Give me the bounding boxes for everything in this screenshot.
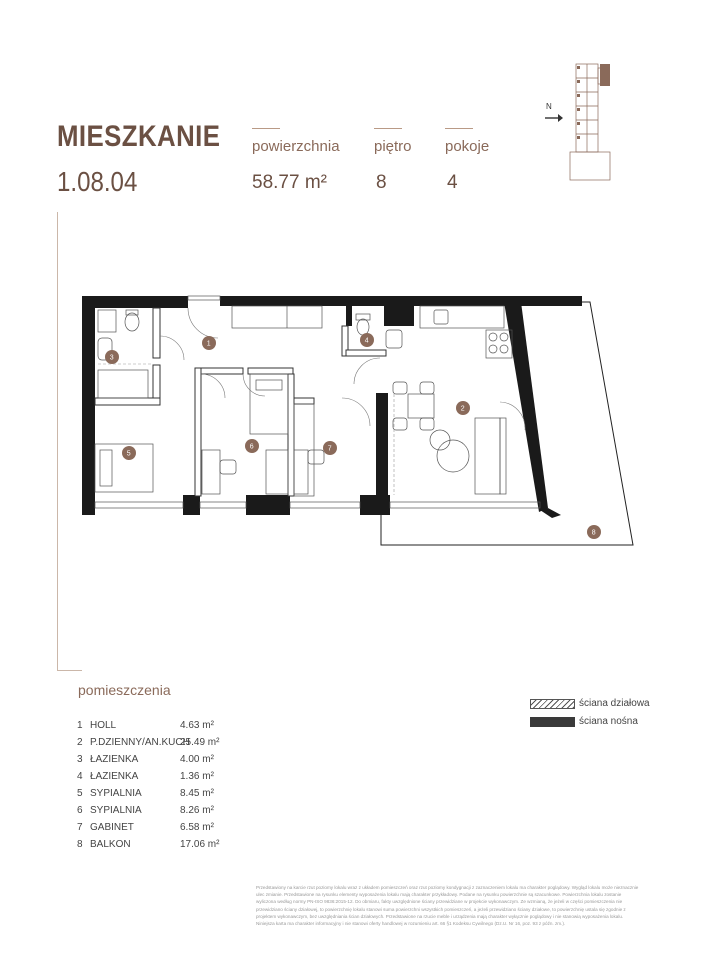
stat-divider xyxy=(374,128,402,129)
plan-tag-7: 7 xyxy=(327,445,332,453)
legend-partition-swatch xyxy=(530,699,575,709)
stat-rooms-label: pokoje xyxy=(445,138,490,155)
floor-plan xyxy=(80,290,640,555)
stat-floor-value: 8 xyxy=(376,172,387,193)
plan-tag-4: 4 xyxy=(364,337,369,345)
north-arrow-icon xyxy=(545,114,563,122)
plan-tag-8: 8 xyxy=(591,529,596,537)
compass-north-label: N xyxy=(546,102,552,111)
stat-divider xyxy=(252,128,280,129)
plan-tag-3: 3 xyxy=(109,354,114,362)
decorative-vertical-line xyxy=(57,212,58,670)
plan-tag-1: 1 xyxy=(206,340,211,348)
stat-floor-label: piętro xyxy=(374,138,412,155)
plan-tag-5: 5 xyxy=(126,450,131,458)
legend-bearing-swatch xyxy=(530,717,575,727)
highlighted-unit xyxy=(600,64,610,86)
rooms-heading: pomieszczenia xyxy=(78,682,171,698)
building-key-plan xyxy=(540,58,620,186)
plan-tag-6: 6 xyxy=(249,443,254,451)
apartment-number: 1.08.04 xyxy=(57,166,138,197)
apartment-title: MIESZKANIE xyxy=(57,120,221,153)
legend-bearing-label: ściana nośna xyxy=(579,716,638,727)
plan-tag-2: 2 xyxy=(460,405,465,413)
stat-divider xyxy=(445,128,473,129)
legend-partition-label: ściana działowa xyxy=(579,698,650,709)
decorative-horizontal-line xyxy=(57,670,82,671)
stat-rooms-value: 4 xyxy=(447,172,458,193)
disclaimer-text: Przedstawiony na karcie rzut poziomy lokalu wraz z układem pomieszczeń oraz rzut poziomy kondygnacji z zaznaczeniem lokalu ma charakter poglądowy. Wygląd lokalu może nieznacznie ulec zmianie. Przedstawione na rysunku elementy wyposażenia lokalu mają charakter przykładowy. Podane na rysunku powierzchnie są szacunkowe. Powierzchnia lokalu zostanie wyliczona według normy PN-ISO 9836:2015-12. Do obmiaru, fakty uwzględnione ściany przewidziane w projekcie wykonawczym. Ze wzmianą, że jeżeli w części pomieszczenia nie przewidziano ściany działowej, to powierzchnię lokalu stanowi suma powierzchni wszystkich pomieszczeń, a jeżeli przewidziano ściany działowe, to powierzchnię ustala się zgodnie z projektem wykonawczym, bez uwzględniania ścian działowych. Przedstawione na rzucie meble i urządzenia mają charakter wyłącznie poglądowy i nie stanowią wyposażenia lokalu. Niniejsza karta ma charakter informacyjny i nie stanowi oferty handlowej w rozumieniu art. 66 §1 Kodeksu Cywilnego (Dz.U. Nr 16, poz. 93 z późn. zm.). xyxy=(256,885,639,927)
stat-area-label: powierzchnia xyxy=(252,138,340,155)
stat-area-value: 58.77 m² xyxy=(252,172,327,193)
